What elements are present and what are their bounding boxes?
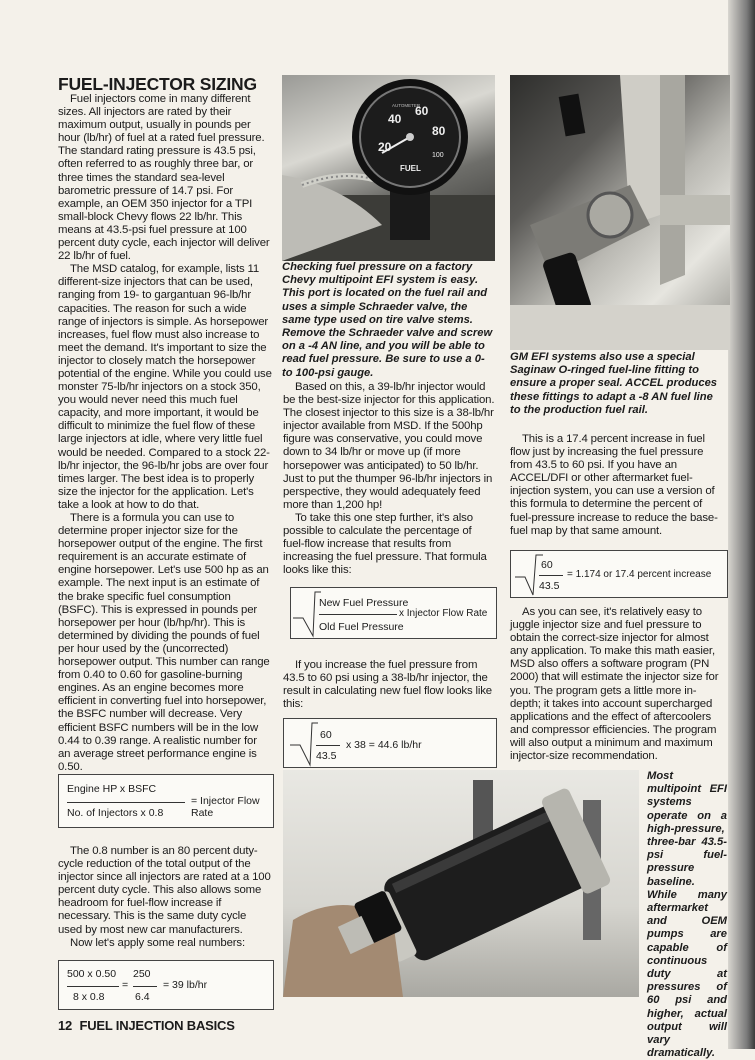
formula-real-numbers — [58, 960, 274, 1010]
formula-result: = 1.174 or 17.4 percent increase — [567, 569, 712, 580]
fitting-illustration — [510, 75, 730, 350]
paragraph: There is a formula you can use to determine proper injector size for the horsepower output of the engine. The first requirement is an accurate estimate of engine horsepower. Let's use 500 hp as an example. The next input is an estimate of the brake specific fuel consumption (BSFC). This is expressed in pounds per horsepower per hour (lb/hp/hr). This is determined by dividing the pounds of fuel per hour used by the (uncorrected) horsepower output. This number can range from 0.40 to 0.60 for gasoline-burning engines. As an engine becomes more efficient in converting fuel into horsepower, the BSFC number will decrease. Very efficient BSFC numbers will be in the low 0.44 to 0.39 range. A realistic number for an average street performance engine is 0.50. — [58, 512, 270, 773]
column-1-text — [58, 93, 272, 787]
formula-denominator: No. of Injectors x 0.8 — [67, 807, 164, 819]
formula-result: x Injector Flow Rate — [399, 608, 488, 619]
photo-fuel-pressure-gauge — [282, 75, 495, 261]
formula-injector-flow-rate — [58, 774, 274, 828]
paragraph: The 0.8 number is an 80 percent duty-cycle reduction of the total output of the injector since all injectors are rated at a 100 percent duty cycle. This also allows some headroom for fuel-flow increase if necessary. This is the same duty cycle used by most new car manufacturers. — [58, 845, 271, 936]
formula-denominator: 43.5 — [539, 580, 560, 592]
formula-numerator: Engine HP x BSFC — [67, 783, 157, 795]
formula-numerator: 500 x 0.50 — [67, 968, 117, 980]
column-2-text — [283, 381, 495, 577]
formula-numerator: 60 — [541, 559, 553, 571]
paragraph: Now let's apply some real numbers: — [70, 936, 245, 949]
paragraph: The MSD catalog, for example, lists 11 different-size injectors that can be used, ranging from 19- to gargantuan 96-lb/hr capacities. The reason for such a wide range of injectors is simple. As horsepower increases, fuel flow must also increase to meet the demand. It's important to size the injector to closely match the horsepower potential of the engine. While you could use monster 75-lb/hr injectors on a stock 350, you would never need this much fuel capacity, and more important, it would be difficult to minimize the fuel flow of these large injectors at idle, where very little fuel would be needed. Compared to a stock 22-lb/hr injector, the 96-lb/hr jobs are over four times larger. The best idea is to properly size the injector for the application. Let's take a look at how to do that. — [58, 263, 272, 511]
page-number: 12 — [58, 1018, 73, 1033]
fraction-bar — [67, 986, 119, 987]
radical-sign — [284, 719, 318, 767]
paragraph: If you increase the fuel pressure from 43.5 to 60 psi using a 38-lb/hr injector, the result in calculating new fuel flow looks like this: — [283, 659, 492, 711]
formula-denominator: 43.5 — [316, 750, 337, 762]
formula-percent-increase — [510, 550, 728, 598]
gauge-mark: 20 — [378, 140, 392, 154]
formula-numerator: 250 — [133, 968, 151, 980]
caption-fuel-pressure-gauge: Checking fuel pressure on a factory Chevy multipoint EFI system is easy. This port is located on the fuel rail and uses a simple Schraeder valve, the same type used on tire valve stems. Remove the Schraeder valve and screw on a -4 AN line, and you will be able to read fuel pressure. Be sure to use a 0- to 100-psi gauge. — [282, 261, 493, 379]
formula-fuel-pressure-ratio — [290, 587, 497, 639]
photo-saginaw-fitting — [510, 75, 730, 350]
gauge-mark: 60 — [415, 104, 429, 118]
book-title: FUEL INJECTION BASICS — [79, 1018, 235, 1033]
column-2-text-lower — [283, 659, 495, 711]
gauge-label: FUEL — [400, 164, 421, 173]
radical-sign — [291, 588, 321, 638]
formula-numerator: 60 — [320, 729, 332, 741]
fraction-bar — [539, 575, 563, 576]
page-footer — [58, 1018, 235, 1033]
column-3-text — [510, 433, 726, 538]
column-1-text-lower — [58, 845, 272, 950]
paragraph: Based on this, a 39-lb/hr injector would be the best-size injector for this application. The closest injector to this size is a 38-lb/hr injector available from MSD. If the 500hp figure was conservative, you could move down to 34 lb/hr or move up (if more horsepower was anticipated) to 50 lb/hr. Just to put the thumper 96-lb/hr injectors in perspective, they would adequately feed more than 1,200 hp! — [283, 381, 495, 511]
fraction-bar — [67, 802, 185, 803]
paragraph: Fuel injectors come in many different sizes. All injectors are rated by their maximum output, usually in pounds per hour (lb/hr) of fuel at a rated fuel pressure. The standard rating pressure is 43.5 psi, often referred to as roughly three bar, or three times the standard sea-level barometric pressure of 14.7 psi. For example, an OEM 350 injector for a TPI small-block Chevy flows 22 lb/hr. This means at 43.5-psi fuel pressure at 100 percent duty cycle, each injector will deliver 22 lb/hr of fuel. — [58, 93, 270, 263]
page-edge-shadow — [728, 0, 755, 1049]
photo-fuel-pump — [283, 770, 639, 997]
formula-result: = 39 lb/hr — [163, 979, 208, 991]
formula-denominator: 8 x 0.8 — [73, 991, 105, 1003]
formula-result: = Injector Flow Rate — [191, 795, 260, 819]
section-heading: FUEL-INJECTOR SIZING — [58, 74, 257, 94]
fraction-bar — [133, 986, 157, 987]
pump-illustration — [283, 770, 639, 997]
gauge-mark: 80 — [432, 124, 446, 138]
column-3-text-lower — [510, 606, 726, 763]
paragraph: As you can see, it's relatively easy to juggle injector size and fuel pressure to obtain the correct-size injector for almost any application. To make this math easier, MSD also offers a software program (PN 2000) that will estimate the injector size for you. The program gets a little more in-depth; it takes into account supercharged applications and the effect of aftercoolers and compressor efficiencies. The program will also output a minimum and maximum injector-size recommendation. — [510, 606, 719, 763]
gauge-brand: AUTOMETER — [392, 103, 421, 108]
fraction-bar — [319, 614, 397, 615]
gauge-illustration — [282, 75, 495, 261]
equals-sign: = — [122, 979, 129, 991]
formula-new-fuel-flow — [283, 718, 497, 768]
gauge-mark: 100 — [432, 152, 444, 159]
formula-denominator: Old Fuel Pressure — [319, 621, 404, 633]
gauge-mark: 40 — [388, 112, 402, 126]
paragraph: This is a 17.4 percent increase in fuel flow just by increasing the fuel pressure from 43.5 to 60 psi. If you have an ACCEL/DFI or other aftermarket fuel-injection system, you can use a version of this formula to determine the percent of fuel-pressure increase to reduce the base-fuel map by that same amount. — [510, 433, 718, 537]
formula-denominator: 6.4 — [135, 991, 150, 1003]
paragraph: To take this one step further, it's also possible to calculate the percentage of fuel-flow increase that results from increasing the fuel pressure. That formula looks like this: — [283, 511, 487, 577]
formula-result: x 38 = 44.6 lb/hr — [346, 739, 422, 751]
fraction-bar — [316, 745, 340, 746]
formula-numerator: New Fuel Pressure — [319, 597, 409, 609]
caption-saginaw-fitting: GM EFI systems also use a special Saginaw O-ringed fuel-line fitting to ensure a proper seal. ACCEL produces these fittings to adapt a -8 AN fuel line to the production fuel rail. — [510, 351, 718, 416]
caption-fuel-pump: Most multipoint EFI systems operate on a high-pressure, three-bar 43.5-psi fuel-pressure baseline. While many aftermarket and OEM pumps are capable of continuous duty at pressures of 60 psi and higher, actual output will vary dramatically. — [647, 770, 727, 1060]
